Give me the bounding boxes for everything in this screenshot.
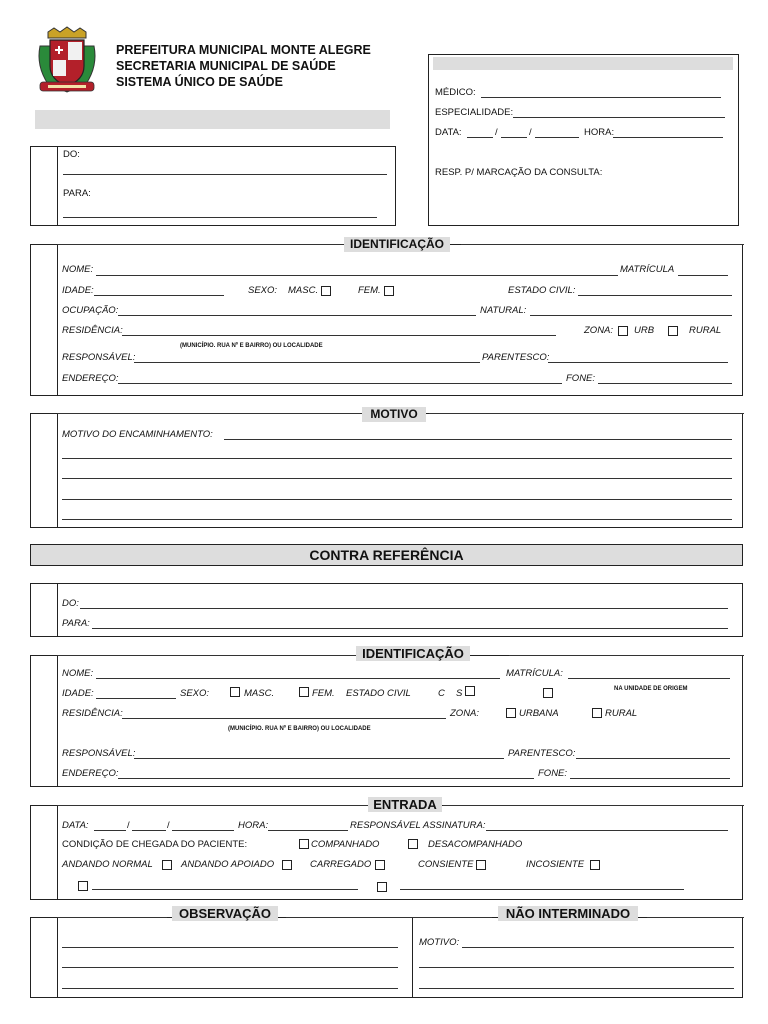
- margin-column: [31, 147, 58, 225]
- title-rule: [57, 244, 367, 245]
- observacao-line-2[interactable]: [62, 967, 398, 968]
- residencia2-label: RESIDÊNCIA:: [62, 708, 123, 719]
- idade2-label: IDADE:: [62, 688, 94, 699]
- sexo2-label: SEXO:: [180, 688, 210, 699]
- observacao-divider: [412, 918, 413, 997]
- title-rule: [461, 244, 744, 245]
- title-rule: [429, 413, 744, 414]
- date-slash: /: [529, 127, 532, 138]
- margin-column: [31, 656, 58, 786]
- title-rule: [509, 655, 744, 656]
- residencia-note: (MUNICÍPIO. RUA Nº E BAIRRO) OU LOCALIDADE: [180, 343, 323, 349]
- responsavel2-label: RESPONSÁVEL:: [62, 748, 136, 759]
- andando-normal-checkbox[interactable]: [162, 860, 172, 870]
- entrada-data-label: DATA:: [62, 820, 89, 831]
- date-slash: /: [495, 127, 498, 138]
- natural-line[interactable]: [530, 315, 732, 316]
- entrada-title: ENTRADA: [368, 797, 442, 812]
- do-para-box: [30, 146, 396, 226]
- resp-assinatura-line[interactable]: [486, 830, 728, 831]
- date-slash: /: [167, 820, 170, 831]
- responsavel2-line[interactable]: [134, 758, 504, 759]
- observacao-title: OBSERVAÇÃO: [172, 906, 278, 921]
- do-line[interactable]: [63, 174, 387, 175]
- fem-label: FEM.: [358, 285, 381, 296]
- residencia-line[interactable]: [122, 335, 556, 336]
- municipal-crest-icon: [34, 26, 100, 98]
- contra-referencia-banner: [30, 544, 743, 566]
- consiente-label: CONSIENTE: [418, 859, 474, 870]
- motivo-line-2[interactable]: [62, 458, 732, 459]
- condicao-label: CONDIÇÃO DE CHEGADA DO PACIENTE:: [62, 839, 248, 850]
- carregado-label: CARREGADO: [310, 859, 372, 870]
- title-rule: [647, 917, 744, 918]
- header-line-prefeitura: PREFEITURA MUNICIPAL MONTE ALEGRE: [116, 43, 371, 57]
- estado-civil-line[interactable]: [578, 295, 732, 296]
- hora-line[interactable]: [613, 137, 723, 138]
- margin-column: [31, 806, 58, 899]
- identificacao-title: IDENTIFICAÇÃO: [344, 237, 450, 252]
- motivo-encaminhamento-label: MOTIVO DO ENCAMINHAMENTO:: [62, 429, 213, 440]
- fone-label: FONE:: [566, 373, 596, 384]
- carregado-checkbox[interactable]: [375, 860, 385, 870]
- parentesco-label: PARENTESCO:: [482, 352, 550, 363]
- header-title: [116, 42, 371, 90]
- responsavel-line[interactable]: [134, 362, 480, 363]
- companhado-label: COMPANHADO: [311, 839, 380, 850]
- andando-apoiado-checkbox[interactable]: [282, 860, 292, 870]
- fem2-checkbox[interactable]: [299, 687, 309, 697]
- entrada-year-line[interactable]: [172, 830, 234, 831]
- data-label: DATA:: [435, 127, 462, 138]
- resp-assinatura-label: RESPONSÁVEL ASSINATURA:: [350, 820, 486, 831]
- motivo-line-4[interactable]: [62, 499, 732, 500]
- entrada-hora-label: HORA:: [238, 820, 269, 831]
- consiente-checkbox[interactable]: [476, 860, 486, 870]
- estado-civil2-label: ESTADO CIVIL: [346, 688, 411, 699]
- incosiente-label: INCOSIENTE: [526, 859, 585, 870]
- endereco2-line[interactable]: [118, 778, 534, 779]
- sexo-label: SEXO:: [248, 285, 278, 296]
- contra-do-label: DO:: [62, 598, 79, 609]
- ocupacao-label: OCUPAÇÃO:: [62, 305, 119, 316]
- medico-label: MÉDICO:: [435, 87, 476, 98]
- idade-line[interactable]: [94, 295, 224, 296]
- estado-civil-s-checkbox[interactable]: [465, 686, 475, 696]
- masc-checkbox[interactable]: [321, 286, 331, 296]
- rural-label: RURAL: [689, 325, 722, 336]
- parentesco2-label: PARENTESCO:: [508, 748, 576, 759]
- matricula2-label: MATRÍCULA:: [506, 668, 563, 679]
- outro2-line[interactable]: [400, 889, 684, 890]
- title-rule: [57, 655, 375, 656]
- medico-line[interactable]: [481, 97, 721, 98]
- nome2-line[interactable]: [96, 678, 500, 679]
- title-rule: [57, 413, 387, 414]
- identificacao2-title: IDENTIFICAÇÃO: [356, 646, 470, 661]
- incosiente-checkbox[interactable]: [590, 860, 600, 870]
- masc2-label: MASC.: [244, 688, 275, 699]
- outro1-checkbox[interactable]: [78, 881, 88, 891]
- urbana-label: URBANA: [519, 708, 559, 719]
- motivo-line-3[interactable]: [62, 478, 732, 479]
- matricula-line[interactable]: [678, 275, 728, 276]
- masc2-checkbox[interactable]: [230, 687, 240, 697]
- margin-column: [31, 414, 58, 527]
- endereco-line[interactable]: [118, 383, 562, 384]
- rural2-label: RURAL: [605, 708, 638, 719]
- header-gray-bar: [35, 110, 390, 129]
- residencia-label: RESIDÊNCIA:: [62, 325, 123, 336]
- fem2-label: FEM.: [312, 688, 335, 699]
- contra-do-line[interactable]: [80, 608, 728, 609]
- companhado-checkbox[interactable]: [299, 839, 309, 849]
- entrada-hora-line[interactable]: [268, 830, 348, 831]
- na-unidade-origem-label: NA UNIDADE DE ORIGEM: [614, 686, 688, 692]
- masc-label: MASC.: [288, 285, 319, 296]
- fone2-line[interactable]: [570, 778, 730, 779]
- desacompanhado-checkbox[interactable]: [408, 839, 418, 849]
- identificacao2-box: [30, 655, 743, 787]
- responsavel-label: RESPONSÁVEL:: [62, 352, 136, 363]
- rural-checkbox[interactable]: [668, 326, 678, 336]
- do-label: DO:: [63, 149, 80, 160]
- contra-referencia-title: CONTRA REFERÊNCIA: [309, 547, 464, 563]
- consulta-box: [428, 54, 739, 226]
- estado-civil-c-label: C: [438, 688, 445, 699]
- idade-label: IDADE:: [62, 285, 94, 296]
- nome-label: NOME:: [62, 264, 94, 275]
- data-year-line[interactable]: [535, 137, 579, 138]
- zona2-label: ZONA:: [450, 708, 480, 719]
- date-slash: /: [127, 820, 130, 831]
- margin-column: [31, 918, 58, 997]
- title-rule: [286, 917, 492, 918]
- nao-interminado-line-2[interactable]: [419, 967, 734, 968]
- consulta-gray-bar: [433, 57, 733, 70]
- parentesco-line[interactable]: [548, 362, 728, 363]
- para-line[interactable]: [63, 217, 377, 218]
- residencia2-note: (MUNICÍPIO. RUA Nº E BAIRRO) OU LOCALIDADE: [228, 726, 371, 732]
- parentesco2-line[interactable]: [576, 758, 730, 759]
- especialidade-line[interactable]: [513, 117, 725, 118]
- zona-label: ZONA:: [584, 325, 614, 336]
- observacao-line-1[interactable]: [62, 947, 398, 948]
- nao-interminado-motivo-label: MOTIVO:: [419, 937, 460, 948]
- fone2-label: FONE:: [538, 768, 568, 779]
- nao-interminado-line-1[interactable]: [462, 947, 734, 948]
- nao-interminado-line-3[interactable]: [419, 988, 734, 989]
- contra-para-label: PARA:: [62, 618, 90, 629]
- especialidade-label: ESPECIALIDADE:: [435, 107, 514, 118]
- nao-interminado-title: NÃO INTERMINADO: [498, 906, 638, 921]
- matricula2-line[interactable]: [568, 678, 730, 679]
- data-month-line[interactable]: [501, 137, 527, 138]
- fem-checkbox[interactable]: [384, 286, 394, 296]
- nome-line[interactable]: [96, 275, 618, 276]
- motivo-line-5[interactable]: [62, 519, 732, 520]
- residencia2-line[interactable]: [122, 718, 446, 719]
- title-rule: [57, 917, 167, 918]
- entrada-day-line[interactable]: [94, 830, 126, 831]
- estado-civil-s-label: S: [456, 688, 463, 699]
- outro2-checkbox[interactable]: [377, 882, 387, 892]
- desacompanhado-label: DESACOMPANHADO: [428, 839, 523, 850]
- hora-label: HORA:: [584, 127, 615, 138]
- header-line-sus: SISTEMA ÚNICO DE SAÚDE: [116, 75, 283, 89]
- observacao-line-3[interactable]: [62, 988, 398, 989]
- estado-civil-label: ESTADO CIVIL:: [508, 285, 576, 296]
- rural2-checkbox[interactable]: [592, 708, 602, 718]
- observacao-box: [30, 917, 743, 998]
- motivo-title: MOTIVO: [362, 407, 426, 422]
- urb-checkbox[interactable]: [618, 326, 628, 336]
- title-rule: [57, 805, 391, 806]
- para-label: PARA:: [63, 188, 91, 199]
- data-day-line[interactable]: [467, 137, 493, 138]
- margin-column: [31, 245, 58, 395]
- nome2-label: NOME:: [62, 668, 94, 679]
- header-line-secretaria: SECRETARIA MUNICIPAL DE SAÚDE: [116, 59, 336, 73]
- entrada-month-line[interactable]: [132, 830, 166, 831]
- urb-label: URB: [634, 325, 655, 336]
- contra-para-line[interactable]: [92, 628, 728, 629]
- endereco-label: ENDEREÇO:: [62, 373, 119, 384]
- resp-marcacao-label: RESP. P/ MARCAÇÃO DA CONSULTA:: [435, 167, 603, 178]
- andando-apoiado-label: ANDANDO APOIADO: [181, 859, 275, 870]
- matricula-label: MATRÍCULA: [620, 264, 675, 275]
- fone-line[interactable]: [598, 383, 732, 384]
- endereco2-label: ENDEREÇO:: [62, 768, 119, 779]
- idade2-line[interactable]: [96, 698, 176, 699]
- andando-normal-label: ANDANDO NORMAL: [62, 859, 153, 870]
- motivo-line-1[interactable]: [224, 439, 732, 440]
- margin-column: [31, 584, 58, 636]
- natural-label: NATURAL:: [480, 305, 527, 316]
- urbana-checkbox[interactable]: [506, 708, 516, 718]
- na-unidade-checkbox[interactable]: [543, 688, 553, 698]
- ocupacao-line[interactable]: [118, 315, 476, 316]
- outro1-line[interactable]: [92, 889, 358, 890]
- title-rule: [443, 805, 744, 806]
